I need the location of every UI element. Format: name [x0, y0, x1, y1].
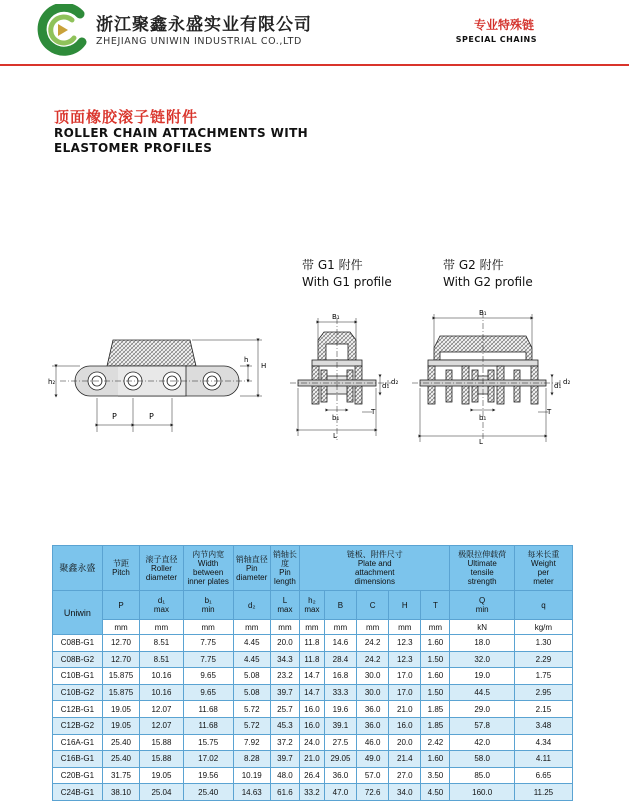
- g1-dim-b1-lower-label: b₁: [332, 414, 340, 422]
- sym-q-lower: q: [514, 591, 572, 620]
- table-row: [53, 784, 573, 801]
- g1-dim-t-label: T: [371, 408, 376, 416]
- value-cell: 12.70: [102, 635, 139, 652]
- value-cell: 7.75: [183, 651, 233, 668]
- value-cell: 19.05: [140, 767, 184, 784]
- model-cell: C10B-G2: [53, 684, 103, 701]
- value-cell: 57.8: [450, 717, 514, 734]
- value-cell: 14.63: [233, 784, 270, 801]
- model-cell: C16A-G1: [53, 734, 103, 751]
- value-cell: 4.34: [514, 734, 572, 751]
- sym-p: P: [102, 591, 139, 620]
- table-body: [53, 635, 573, 801]
- value-cell: 15.875: [102, 668, 139, 685]
- table-row: [53, 635, 573, 652]
- value-cell: 57.0: [357, 767, 389, 784]
- value-cell: 12.3: [389, 651, 421, 668]
- value-cell: 1.85: [421, 701, 450, 718]
- sym-b1: b₁ min: [183, 591, 233, 620]
- value-cell: 25.04: [140, 784, 184, 801]
- value-cell: 1.60: [421, 668, 450, 685]
- value-cell: 16.0: [389, 717, 421, 734]
- dim-h2-label: h₂: [48, 378, 56, 386]
- figure-label-g1-en: With G1 profile: [302, 275, 392, 289]
- value-cell: 19.05: [102, 717, 139, 734]
- table-row: [53, 751, 573, 768]
- unit-cell: mm: [324, 620, 356, 635]
- dim-p-label-2: P: [149, 412, 154, 421]
- table-row: [53, 767, 573, 784]
- value-cell: 2.29: [514, 651, 572, 668]
- value-cell: 42.0: [450, 734, 514, 751]
- unit-cell: mm: [233, 620, 270, 635]
- value-cell: 5.08: [233, 684, 270, 701]
- unit-cell: mm: [183, 620, 233, 635]
- value-cell: 30.0: [357, 668, 389, 685]
- table-row: [53, 701, 573, 718]
- section-title-en-line2: ELASTOMER PROFILES: [54, 141, 213, 155]
- value-cell: 29.0: [450, 701, 514, 718]
- value-cell: 20.0: [389, 734, 421, 751]
- value-cell: 85.0: [450, 767, 514, 784]
- value-cell: 49.0: [357, 751, 389, 768]
- value-cell: 26.4: [299, 767, 324, 784]
- value-cell: 11.8: [299, 651, 324, 668]
- value-cell: 9.65: [183, 668, 233, 685]
- sym-c: C: [357, 591, 389, 620]
- section-title-cn: 顶面橡胶滚子链附件: [54, 108, 199, 126]
- value-cell: 15.75: [183, 734, 233, 751]
- value-cell: 10.19: [233, 767, 270, 784]
- value-cell: 6.65: [514, 767, 572, 784]
- figure-label-g1-cn: 带 G1 附件: [302, 258, 363, 272]
- value-cell: 33.3: [324, 684, 356, 701]
- g1-dim-b1-label: B₁: [332, 313, 340, 321]
- value-cell: 11.68: [183, 701, 233, 718]
- value-cell: 2.95: [514, 684, 572, 701]
- head-weight: 每米长重 Weight per meter: [514, 546, 572, 591]
- value-cell: 24.2: [357, 651, 389, 668]
- value-cell: 20.0: [270, 635, 299, 652]
- value-cell: 32.0: [450, 651, 514, 668]
- category-en: SPECIAL CHAINS: [455, 35, 537, 44]
- table-header-row-1: [53, 546, 573, 591]
- value-cell: 17.02: [183, 751, 233, 768]
- value-cell: 27.5: [324, 734, 356, 751]
- unit-cell: mm: [140, 620, 184, 635]
- value-cell: 1.50: [421, 684, 450, 701]
- value-cell: 4.11: [514, 751, 572, 768]
- sym-d2: d₂: [233, 591, 270, 620]
- unit-cell: mm: [389, 620, 421, 635]
- value-cell: 1.50: [421, 651, 450, 668]
- value-cell: 160.0: [450, 784, 514, 801]
- value-cell: 14.6: [324, 635, 356, 652]
- g1-front-drawing: [290, 318, 392, 440]
- value-cell: 14.7: [299, 668, 324, 685]
- value-cell: 25.7: [270, 701, 299, 718]
- g2-dim-l-label: L: [479, 438, 483, 446]
- value-cell: 2.15: [514, 701, 572, 718]
- value-cell: 18.0: [450, 635, 514, 652]
- company-name-en: ZHEJIANG UNIWIN INDUSTRIAL CO.,LTD: [96, 36, 302, 47]
- unit-cell: mm: [357, 620, 389, 635]
- head-pin: 销轴直径 Pin diameter: [233, 546, 270, 591]
- table-units-row: [53, 620, 573, 635]
- category-cn: 专业特殊链: [473, 18, 534, 32]
- model-cell: C08B-G2: [53, 651, 103, 668]
- unit-cell: kN: [450, 620, 514, 635]
- unit-cell: kg/m: [514, 620, 572, 635]
- value-cell: 39.1: [324, 717, 356, 734]
- value-cell: 16.8: [324, 668, 356, 685]
- g2-dim-d1-label: d₁: [554, 382, 562, 390]
- value-cell: 14.7: [299, 684, 324, 701]
- value-cell: 28.4: [324, 651, 356, 668]
- value-cell: 1.30: [514, 635, 572, 652]
- value-cell: 34.3: [270, 651, 299, 668]
- table-row: [53, 734, 573, 751]
- value-cell: 25.40: [102, 751, 139, 768]
- head-tensile: 极限拉伸载荷 Ultimate tensile strength: [450, 546, 514, 591]
- value-cell: 8.51: [140, 651, 184, 668]
- value-cell: 37.2: [270, 734, 299, 751]
- value-cell: 11.25: [514, 784, 572, 801]
- value-cell: 21.0: [389, 701, 421, 718]
- value-cell: 12.07: [140, 717, 184, 734]
- value-cell: 33.2: [299, 784, 324, 801]
- value-cell: 5.72: [233, 701, 270, 718]
- brand-en-cell: Uniwin: [53, 591, 103, 635]
- value-cell: 38.10: [102, 784, 139, 801]
- value-cell: 16.0: [299, 701, 324, 718]
- sym-q-upper: Q min: [450, 591, 514, 620]
- figure-label-g2-en: With G2 profile: [443, 275, 533, 289]
- sym-d1: d₁ max: [140, 591, 184, 620]
- g1-dim-d1-label: d₁: [382, 382, 390, 390]
- value-cell: 36.0: [357, 717, 389, 734]
- value-cell: 15.88: [140, 734, 184, 751]
- value-cell: 1.75: [514, 668, 572, 685]
- value-cell: 61.6: [270, 784, 299, 801]
- value-cell: 31.75: [102, 767, 139, 784]
- value-cell: 45.3: [270, 717, 299, 734]
- brand-cn-cell: 聚鑫永盛: [53, 546, 103, 591]
- g2-dim-t-label: T: [547, 408, 552, 416]
- value-cell: 36.0: [324, 767, 356, 784]
- side-view-drawing: [52, 340, 262, 432]
- g2-dim-b1-lower-label: b₁: [479, 414, 487, 422]
- table-row: [53, 668, 573, 685]
- value-cell: 27.0: [389, 767, 421, 784]
- value-cell: 4.45: [233, 651, 270, 668]
- value-cell: 2.42: [421, 734, 450, 751]
- model-cell: C16B-G1: [53, 751, 103, 768]
- value-cell: 17.0: [389, 684, 421, 701]
- value-cell: 12.07: [140, 701, 184, 718]
- value-cell: 8.51: [140, 635, 184, 652]
- unit-cell: mm: [421, 620, 450, 635]
- value-cell: 7.92: [233, 734, 270, 751]
- value-cell: 1.85: [421, 717, 450, 734]
- head-pitch: 节距 Pitch: [102, 546, 139, 591]
- value-cell: 8.28: [233, 751, 270, 768]
- value-cell: 5.72: [233, 717, 270, 734]
- model-cell: C12B-G1: [53, 701, 103, 718]
- dim-h-label: h: [244, 356, 249, 364]
- value-cell: 11.8: [299, 635, 324, 652]
- value-cell: 36.0: [357, 701, 389, 718]
- value-cell: 29.05: [324, 751, 356, 768]
- value-cell: 21.0: [299, 751, 324, 768]
- value-cell: 19.05: [102, 701, 139, 718]
- value-cell: 30.0: [357, 684, 389, 701]
- head-plate: 链板、附件尺寸 Plate and attachment dimensions: [299, 546, 450, 591]
- value-cell: 12.70: [102, 651, 139, 668]
- value-cell: 1.60: [421, 751, 450, 768]
- model-cell: C24B-G1: [53, 784, 103, 801]
- section-title-en-line1: ROLLER CHAIN ATTACHMENTS WITH: [54, 126, 309, 140]
- model-cell: C08B-G1: [53, 635, 103, 652]
- model-cell: C10B-G1: [53, 668, 103, 685]
- value-cell: 21.4: [389, 751, 421, 768]
- figure-label-g2-cn: 带 G2 附件: [443, 258, 504, 272]
- head-roller: 滚子直径 Roller diameter: [140, 546, 184, 591]
- value-cell: 25.40: [102, 734, 139, 751]
- head-width: 内节内宽 Width between inner plates: [183, 546, 233, 591]
- model-cell: C12B-G2: [53, 717, 103, 734]
- value-cell: 46.0: [357, 734, 389, 751]
- value-cell: 19.0: [450, 668, 514, 685]
- g2-dim-d2-label: d₂: [563, 378, 571, 386]
- value-cell: 4.50: [421, 784, 450, 801]
- company-name-cn: 浙江聚鑫永盛实业有限公司: [96, 15, 312, 35]
- value-cell: 34.0: [389, 784, 421, 801]
- value-cell: 15.88: [140, 751, 184, 768]
- value-cell: 15.875: [102, 684, 139, 701]
- dim-p-label-1: P: [112, 412, 117, 421]
- table-row: [53, 684, 573, 701]
- value-cell: 5.08: [233, 668, 270, 685]
- value-cell: 47.0: [324, 784, 356, 801]
- value-cell: 39.7: [270, 684, 299, 701]
- sym-h: H: [389, 591, 421, 620]
- value-cell: 12.3: [389, 635, 421, 652]
- dim-H-label: H: [261, 362, 267, 370]
- value-cell: 24.0: [299, 734, 324, 751]
- value-cell: 58.0: [450, 751, 514, 768]
- head-pinlen: 销轴长度 Pin length: [270, 546, 299, 591]
- sym-l: L max: [270, 591, 299, 620]
- table-row: [53, 717, 573, 734]
- value-cell: 23.2: [270, 668, 299, 685]
- value-cell: 3.50: [421, 767, 450, 784]
- value-cell: 9.65: [183, 684, 233, 701]
- value-cell: 10.16: [140, 684, 184, 701]
- g2-front-drawing: [412, 312, 560, 442]
- value-cell: 4.45: [233, 635, 270, 652]
- sym-t: T: [421, 591, 450, 620]
- value-cell: 39.7: [270, 751, 299, 768]
- value-cell: 19.56: [183, 767, 233, 784]
- model-cell: C20B-G1: [53, 767, 103, 784]
- sym-b: B: [324, 591, 356, 620]
- g2-dim-b1-label: B₁: [479, 309, 487, 317]
- value-cell: 25.40: [183, 784, 233, 801]
- unit-cell: mm: [299, 620, 324, 635]
- unit-cell: mm: [102, 620, 139, 635]
- value-cell: 72.6: [357, 784, 389, 801]
- g1-dim-l-label: L: [333, 432, 337, 440]
- value-cell: 10.16: [140, 668, 184, 685]
- value-cell: 44.5: [450, 684, 514, 701]
- g1-dim-d2-label: d₂: [391, 378, 399, 386]
- unit-cell: mm: [270, 620, 299, 635]
- value-cell: 17.0: [389, 668, 421, 685]
- value-cell: 1.60: [421, 635, 450, 652]
- value-cell: 24.2: [357, 635, 389, 652]
- value-cell: 11.68: [183, 717, 233, 734]
- value-cell: 19.6: [324, 701, 356, 718]
- value-cell: 16.0: [299, 717, 324, 734]
- spec-table: [52, 545, 573, 801]
- table-row: [53, 651, 573, 668]
- value-cell: 3.48: [514, 717, 572, 734]
- value-cell: 48.0: [270, 767, 299, 784]
- sym-h2: h₂ max: [299, 591, 324, 620]
- table-header-row-2: [53, 591, 573, 620]
- value-cell: 7.75: [183, 635, 233, 652]
